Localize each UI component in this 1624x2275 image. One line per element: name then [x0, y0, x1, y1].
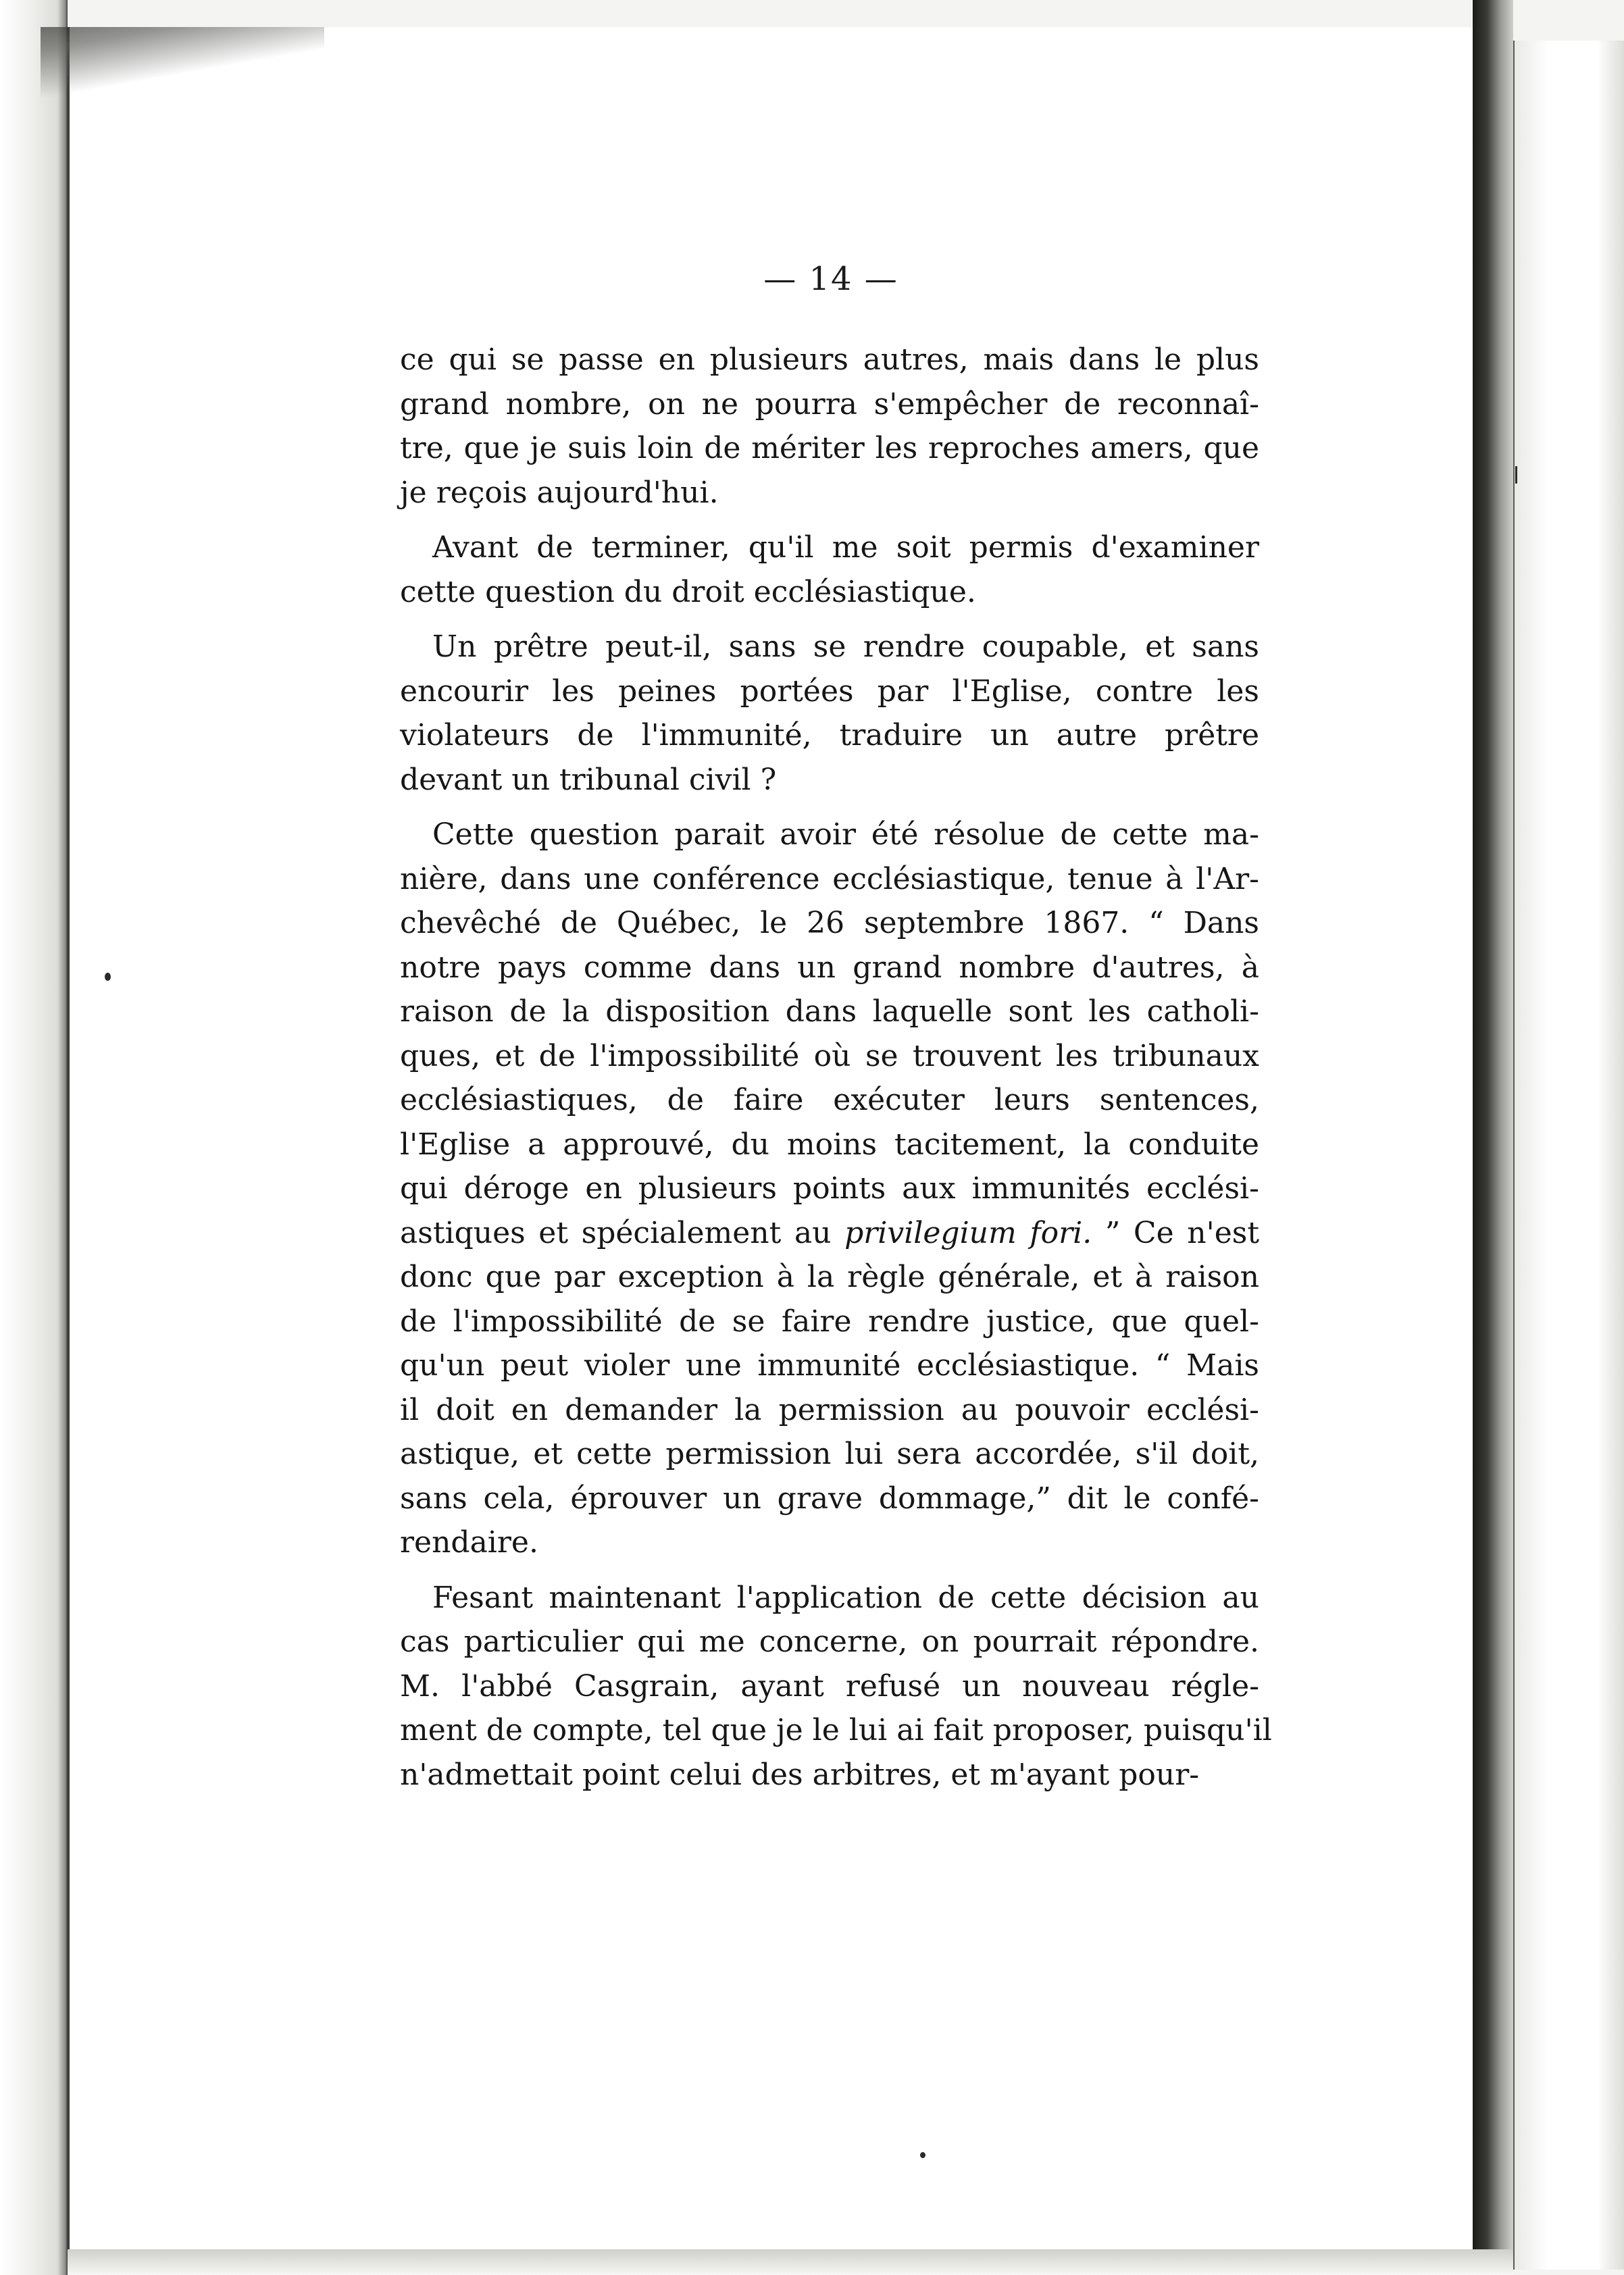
page-bottom-shadow: [68, 2249, 1513, 2275]
text-line: nière, dans une conférence ecclésiastique, tenue à l'Ar-: [400, 861, 1259, 896]
text-line: de l'impossibilité de se faire rendre justice, que quel-: [400, 1304, 1259, 1339]
binding-edge-left: [0, 0, 68, 2275]
body-text: [400, 338, 1272, 1808]
torn-corner: [41, 27, 324, 108]
text-line: ment de compte, tel que je le lui ai fait proposer, puisqu'il: [400, 1713, 1272, 1747]
text-line: n'admettait point celui des arbitres, et m'ayant pour-: [400, 1757, 1200, 1792]
text-line: sans cela, éprouver un grave dommage,” dit le confé-: [400, 1481, 1259, 1516]
ink-speck: [105, 973, 111, 981]
text-line: qu'un peut violer une immunité ecclésiastique. “ Mais: [400, 1348, 1259, 1383]
ink-speck: [1515, 466, 1517, 484]
ink-speck: [920, 2152, 925, 2158]
paragraph: [400, 338, 1259, 515]
text-line: Un prêtre peut-il, sans se rendre coupable, et sans: [432, 630, 1259, 664]
paragraph: [400, 526, 1259, 614]
adjacent-page-edge: [1513, 41, 1624, 2270]
page-number: — 14 —: [763, 260, 898, 298]
text-line: astiques et spécialement au privilegium fori. ” Ce n'est: [400, 1215, 1259, 1250]
text-line: astique, et cette permission lui sera accordée, s'il doit,: [400, 1437, 1259, 1471]
text-line: M. l'abbé Casgrain, ayant refusé un nouveau régle-: [400, 1668, 1259, 1704]
text-line: violateurs de l'immunité, traduire un autre prêtre: [400, 718, 1259, 752]
text-line: Avant de terminer, qu'il me soit permis d'examiner: [432, 530, 1259, 565]
text-line: donc que par exception à la règle générale, et à raison: [400, 1260, 1259, 1294]
text-line: raison de la disposition dans laquelle sont les catholi-: [400, 994, 1259, 1029]
text-line: cette question du droit ecclésiastique.: [400, 574, 976, 609]
text-line: Cette question parait avoir été résolue de cette ma-: [432, 817, 1259, 852]
paragraph: [400, 625, 1259, 802]
text-line: encourir les peines portées par l'Eglise, contre les: [400, 673, 1259, 709]
text-line: je reçois aujourd'hui.: [400, 475, 719, 510]
paragraph: [400, 813, 1259, 1565]
text-line: il doit en demander la permission au pouvoir ecclési-: [400, 1392, 1259, 1427]
italic-phrase: privilegium fori.: [844, 1215, 1092, 1250]
text-line: Fesant maintenant l'application de cette décision au: [432, 1580, 1259, 1615]
text-line: tre, que je suis loin de mériter les reproches amers, que: [400, 431, 1259, 465]
text-line: grand nombre, on ne pourra s'empêcher de reconnaî-: [400, 386, 1259, 421]
text-line: ce qui se passe en plusieurs autres, mais dans le plus: [400, 342, 1259, 377]
text-line: qui déroge en plusieurs points aux immunités ecclési-: [400, 1171, 1259, 1206]
paragraph: [400, 1576, 1272, 1797]
text-line: devant un tribunal civil ?: [400, 762, 777, 797]
text-line: rendaire.: [400, 1525, 538, 1560]
text-line: ecclésiastiques, de faire exécuter leurs sentences,: [400, 1083, 1259, 1117]
binding-gutter-right: [1473, 0, 1513, 2275]
text-line: chevêché de Québec, le 26 septembre 1867. “ Dans: [400, 906, 1259, 940]
text-line: ques, et de l'impossibilité où se trouvent les tribunaux: [400, 1038, 1259, 1073]
text-line: notre pays comme dans un grand nombre d'autres, à: [400, 950, 1259, 985]
text-line: l'Eglise a approuvé, du moins tacitement, la conduite: [400, 1127, 1259, 1162]
text-line: cas particulier qui me concerne, on pourrait répondre.: [400, 1625, 1259, 1659]
